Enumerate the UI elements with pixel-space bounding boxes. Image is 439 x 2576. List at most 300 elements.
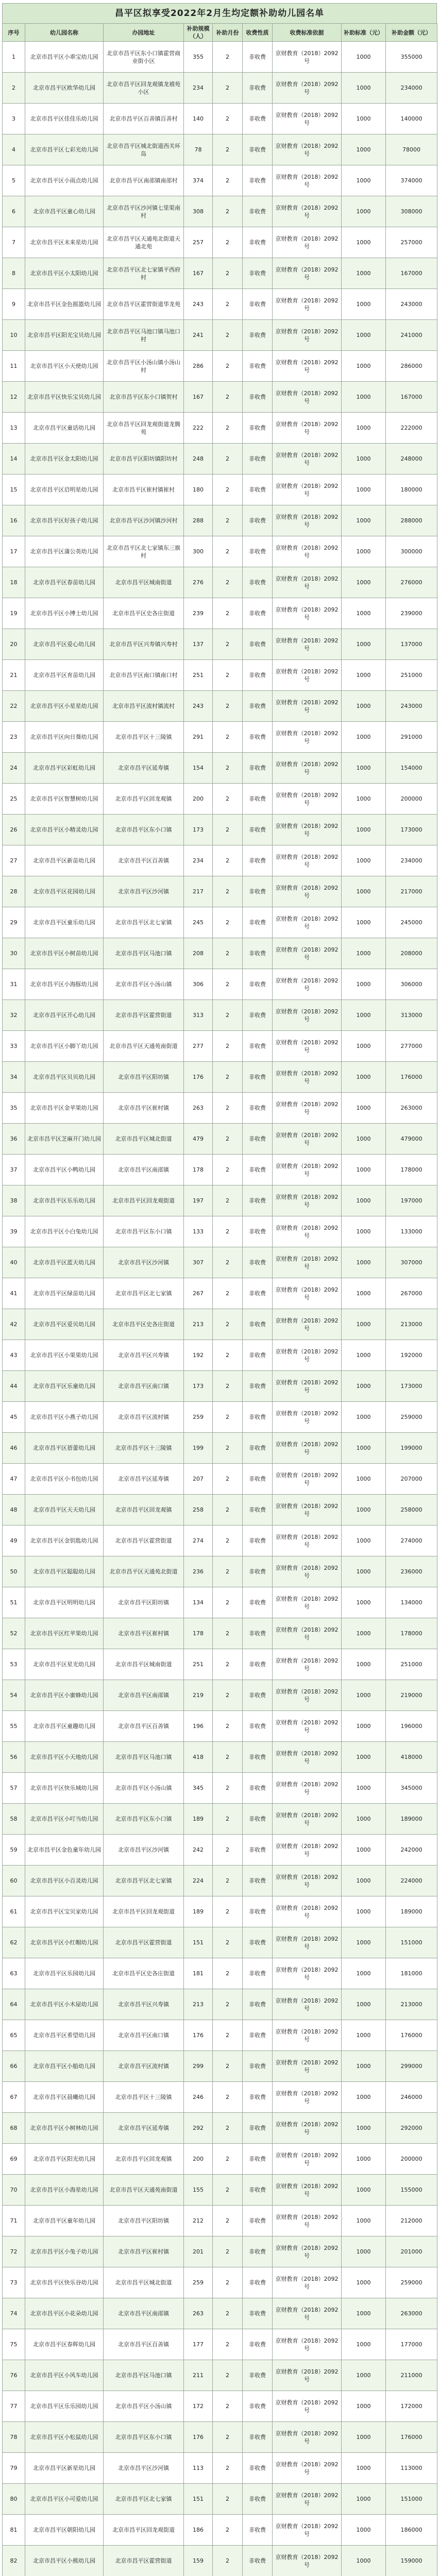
cell-address: 北京市昌平区北七家镇 [104,1866,184,1896]
cell-index: 48 [3,1495,25,1526]
cell-address: 北京市昌平区东小口镇 [104,1216,184,1247]
cell-months: 2 [213,691,243,722]
cell-scale: 224 [184,1866,213,1896]
cell-amount: 286000 [386,351,437,382]
cell-months: 2 [213,598,243,629]
table-row [3,2453,437,2484]
table-row [3,320,437,351]
cell-months: 2 [213,227,243,258]
cell-standard: 1000 [342,1711,386,1742]
cell-index: 32 [3,1000,25,1031]
cell-index: 82 [3,2546,25,2576]
cell-amount: 167000 [386,382,437,413]
cell-index: 26 [3,815,25,845]
cell-standard-basis: 京财教育（2018）2092号 [273,474,342,505]
table-row [3,1402,437,1433]
cell-standard-basis: 京财教育（2018）2092号 [273,1309,342,1340]
cell-amount: 299000 [386,2051,437,2082]
cell-scale: 189 [184,1896,213,1927]
cell-standard: 1000 [342,598,386,629]
cell-name: 北京市昌平区小天地幼儿园 [25,1742,104,1773]
cell-scale: 192 [184,1340,213,1371]
cell-scale: 239 [184,598,213,629]
cell-standard-basis: 京财教育（2018）2092号 [273,42,342,73]
cell-index: 36 [3,1124,25,1155]
cell-address: 北京市昌平区东小口镇 [104,1804,184,1835]
cell-fee-type: 非收费 [243,1927,273,1958]
cell-scale: 246 [184,2082,213,2113]
cell-name: 北京市昌平区春晖幼儿园 [25,2329,104,2360]
cell-scale: 176 [184,2422,213,2453]
cell-name: 北京市昌平区乐乐幼儿园 [25,1185,104,1216]
cell-index: 78 [3,2422,25,2453]
cell-amount: 177000 [386,2329,437,2360]
cell-months: 2 [213,1556,243,1587]
cell-fee-type: 非收费 [243,1587,273,1618]
cell-standard-basis: 京财教育（2018）2092号 [273,1680,342,1711]
cell-address: 北京市昌平区沙河镇 [104,876,184,907]
cell-amount: 306000 [386,969,437,1000]
cell-index: 81 [3,2515,25,2546]
cell-months: 2 [213,567,243,598]
cell-standard: 1000 [342,1402,386,1433]
cell-scale: 177 [184,2329,213,2360]
cell-index: 23 [3,722,25,753]
cell-months: 2 [213,1680,243,1711]
cell-standard-basis: 京财教育（2018）2092号 [273,691,342,722]
cell-standard: 1000 [342,2175,386,2206]
cell-index: 50 [3,1556,25,1587]
cell-scale: 151 [184,2484,213,2515]
cell-scale: 306 [184,969,213,1000]
cell-standard: 1000 [342,2515,386,2546]
cell-fee-type: 非收费 [243,444,273,474]
cell-index: 21 [3,660,25,691]
cell-months: 2 [213,660,243,691]
cell-scale: 277 [184,1031,213,1062]
table-row [3,2082,437,2113]
cell-name: 北京市昌平区小海豚幼儿园 [25,969,104,1000]
cell-fee-type: 非收费 [243,2422,273,2453]
cell-index: 63 [3,1958,25,1989]
cell-address: 北京市昌平区南口镇南口村 [104,660,184,691]
cell-standard: 1000 [342,1062,386,1093]
table-row [3,2236,437,2267]
cell-name: 北京市昌平区小星星幼儿园 [25,691,104,722]
cell-standard-basis: 京财教育（2018）2092号 [273,907,342,938]
cell-months: 2 [213,2422,243,2453]
cell-index: 62 [3,1927,25,1958]
cell-months: 2 [213,1093,243,1124]
cell-scale: 213 [184,1309,213,1340]
cell-months: 2 [213,1495,243,1526]
cell-scale: 241 [184,320,213,351]
cell-amount: 181000 [386,1958,437,1989]
cell-address: 北京市昌平区霍营街道 [104,1927,184,1958]
cell-name: 北京市昌平区快乐谷幼儿园 [25,2267,104,2298]
cell-fee-type: 非收费 [243,1773,273,1804]
cell-index: 77 [3,2391,25,2422]
cell-address: 北京市昌平区北七家镇东三旗村 [104,536,184,567]
cell-name: 北京市昌平区小红帽幼儿园 [25,1927,104,1958]
cell-amount: 241000 [386,320,437,351]
cell-address: 北京市昌平区阳坊镇 [104,2206,184,2236]
cell-standard-basis: 京财教育（2018）2092号 [273,258,342,289]
cell-months: 2 [213,1649,243,1680]
table-body [3,42,437,2576]
cell-months: 2 [213,1587,243,1618]
cell-standard: 1000 [342,2113,386,2144]
cell-address: 北京市昌平区小汤山镇小汤山村 [104,351,184,382]
table-row [3,2546,437,2576]
cell-fee-type: 非收费 [243,2546,273,2576]
cell-months: 2 [213,320,243,351]
cell-fee-type: 非收费 [243,1340,273,1371]
cell-standard: 1000 [342,42,386,73]
cell-index: 14 [3,444,25,474]
cell-standard-basis: 京财教育（2018）2092号 [273,660,342,691]
cell-scale: 173 [184,815,213,845]
header-fee-type: 收费性质 [243,24,273,42]
cell-standard-basis: 京财教育（2018）2092号 [273,1587,342,1618]
cell-standard: 1000 [342,196,386,227]
cell-standard: 1000 [342,907,386,938]
cell-months: 2 [213,2267,243,2298]
cell-standard: 1000 [342,1371,386,1402]
cell-standard-basis: 京财教育（2018）2092号 [273,1216,342,1247]
header-index: 序号 [3,24,25,42]
table-row [3,1278,437,1309]
table-row [3,2020,437,2051]
cell-name: 北京市昌平区小叮当幼儿园 [25,1804,104,1835]
cell-index: 5 [3,165,25,196]
cell-address: 北京市昌平区城南街道 [104,1649,184,1680]
cell-standard: 1000 [342,413,386,444]
cell-index: 53 [3,1649,25,1680]
cell-standard: 1000 [342,660,386,691]
cell-scale: 197 [184,1185,213,1216]
cell-standard: 1000 [342,1495,386,1526]
table-row [3,1989,437,2020]
cell-fee-type: 非收费 [243,196,273,227]
cell-months: 2 [213,42,243,73]
cell-address: 北京市昌平区小汤山镇 [104,1773,184,1804]
cell-scale: 211 [184,2360,213,2391]
header-scale: 补助规模（人） [184,24,213,42]
cell-index: 68 [3,2113,25,2144]
cell-amount: 234000 [386,845,437,876]
table-row [3,876,437,907]
cell-amount: 248000 [386,444,437,474]
cell-address: 北京市昌平区百善镇百善村 [104,104,184,134]
cell-index: 42 [3,1309,25,1340]
table-row [3,1556,437,1587]
table-row [3,1587,437,1618]
cell-amount: 259000 [386,1402,437,1433]
cell-address: 北京市昌平区十三陵镇 [104,2082,184,2113]
cell-index: 7 [3,227,25,258]
cell-address: 北京市昌平区延寿镇 [104,1464,184,1495]
table-row [3,2144,437,2175]
cell-fee-type: 非收费 [243,165,273,196]
cell-fee-type: 非收费 [243,1247,273,1278]
cell-amount: 277000 [386,1031,437,1062]
cell-address: 北京市昌平区南邵镇南邵村 [104,165,184,196]
cell-index: 40 [3,1247,25,1278]
cell-fee-type: 非收费 [243,2267,273,2298]
cell-months: 2 [213,2360,243,2391]
cell-months: 2 [213,1958,243,1989]
cell-name: 北京市昌平区开心幼儿园 [25,1000,104,1031]
cell-amount: 222000 [386,413,437,444]
cell-fee-type: 非收费 [243,258,273,289]
cell-name: 北京市昌平区红苹果幼儿园 [25,1618,104,1649]
cell-fee-type: 非收费 [243,1989,273,2020]
cell-months: 2 [213,104,243,134]
cell-name: 北京市昌平区快乐城幼儿园 [25,1773,104,1804]
cell-fee-type: 非收费 [243,1464,273,1495]
cell-amount: 176000 [386,2422,437,2453]
cell-index: 20 [3,629,25,660]
cell-standard: 1000 [342,1742,386,1773]
cell-months: 2 [213,1433,243,1464]
cell-months: 2 [213,196,243,227]
cell-index: 46 [3,1433,25,1464]
cell-standard-basis: 京财教育（2018）2092号 [273,1556,342,1587]
cell-name: 北京市昌平区小脚丫幼儿园 [25,1031,104,1062]
cell-scale: 251 [184,1649,213,1680]
cell-fee-type: 非收费 [243,2051,273,2082]
table-row [3,784,437,815]
cell-fee-type: 非收费 [243,876,273,907]
cell-amount: 113000 [386,2453,437,2484]
cell-amount: 374000 [386,165,437,196]
cell-fee-type: 非收费 [243,320,273,351]
header-address: 办园地址 [104,24,184,42]
cell-index: 76 [3,2360,25,2391]
cell-address: 北京市昌平区兴寿镇兴寿村 [104,629,184,660]
table-row [3,351,437,382]
cell-scale: 300 [184,536,213,567]
cell-name: 北京市昌平区童趣幼儿园 [25,1711,104,1742]
table-row [3,691,437,722]
cell-standard-basis: 京财教育（2018）2092号 [273,598,342,629]
cell-address: 北京市昌平区崔村镇 [104,2236,184,2267]
cell-index: 60 [3,1866,25,1896]
cell-name: 北京市昌平区童话幼儿园 [25,413,104,444]
cell-name: 北京市昌平区金色童年幼儿园 [25,1835,104,1866]
cell-standard: 1000 [342,753,386,784]
table-row [3,104,437,134]
cell-address: 北京市昌平区回龙观镇 [104,784,184,815]
cell-standard: 1000 [342,815,386,845]
cell-amount: 242000 [386,1835,437,1866]
cell-address: 北京市昌平区小汤山镇 [104,2391,184,2422]
table-header [3,24,437,42]
cell-name: 北京市昌平区芝麻开门幼儿园 [25,1124,104,1155]
cell-name: 北京市昌平区七彩光幼儿园 [25,134,104,165]
cell-months: 2 [213,1402,243,1433]
cell-standard-basis: 京财教育（2018）2092号 [273,505,342,536]
table-row [3,1000,437,1031]
cell-standard: 1000 [342,2360,386,2391]
cell-standard-basis: 京财教育（2018）2092号 [273,2360,342,2391]
cell-fee-type: 非收费 [243,413,273,444]
cell-months: 2 [213,2082,243,2113]
cell-standard-basis: 京财教育（2018）2092号 [273,629,342,660]
cell-name: 北京市昌平区明明幼儿园 [25,1587,104,1618]
cell-standard-basis: 京财教育（2018）2092号 [273,2175,342,2206]
cell-index: 74 [3,2298,25,2329]
cell-amount: 213000 [386,1989,437,2020]
cell-index: 69 [3,2144,25,2175]
cell-index: 38 [3,1185,25,1216]
table-row [3,1958,437,1989]
table-row [3,165,437,196]
cell-amount: 291000 [386,722,437,753]
cell-standard-basis: 京财教育（2018）2092号 [273,1711,342,1742]
cell-scale: 186 [184,2515,213,2546]
cell-address: 北京市昌平区东小口镇 [104,2422,184,2453]
cell-standard: 1000 [342,2236,386,2267]
cell-address: 北京市昌平区马池口镇 [104,1742,184,1773]
cell-address: 北京市昌平区天通苑南街道 [104,1031,184,1062]
cell-index: 17 [3,536,25,567]
cell-standard: 1000 [342,1309,386,1340]
cell-standard-basis: 京财教育（2018）2092号 [273,1062,342,1093]
cell-standard-basis: 京财教育（2018）2092号 [273,784,342,815]
cell-months: 2 [213,165,243,196]
cell-amount: 234000 [386,73,437,104]
cell-standard: 1000 [342,691,386,722]
cell-fee-type: 非收费 [243,1309,273,1340]
cell-name: 北京市昌平区聪聪幼儿园 [25,1556,104,1587]
cell-standard: 1000 [342,536,386,567]
cell-index: 24 [3,753,25,784]
cell-standard-basis: 京财教育（2018）2092号 [273,2515,342,2546]
cell-standard-basis: 京财教育（2018）2092号 [273,2051,342,2082]
cell-months: 2 [213,2051,243,2082]
cell-amount: 300000 [386,536,437,567]
cell-address: 北京市昌平区阳坊镇 [104,1587,184,1618]
cell-scale: 276 [184,567,213,598]
cell-standard-basis: 京财教育（2018）2092号 [273,1371,342,1402]
cell-amount: 307000 [386,1247,437,1278]
cell-index: 3 [3,104,25,134]
cell-address: 北京市昌平区南口镇 [104,2020,184,2051]
cell-standard-basis: 京财教育（2018）2092号 [273,1000,342,1031]
cell-name: 北京市昌平区小太阳幼儿园 [25,258,104,289]
cell-amount: 178000 [386,1618,437,1649]
header-name: 幼儿园名称 [25,24,104,42]
cell-scale: 222 [184,413,213,444]
cell-months: 2 [213,73,243,104]
cell-standard-basis: 京财教育（2018）2092号 [273,165,342,196]
table-row [3,505,437,536]
cell-standard-basis: 京财教育（2018）2092号 [273,1464,342,1495]
table-row [3,1526,437,1556]
cell-standard: 1000 [342,722,386,753]
cell-fee-type: 非收费 [243,1155,273,1185]
cell-standard: 1000 [342,1896,386,1927]
cell-scale: 172 [184,2391,213,2422]
cell-months: 2 [213,1340,243,1371]
cell-scale: 140 [184,104,213,134]
cell-index: 64 [3,1989,25,2020]
table-row [3,42,437,73]
cell-months: 2 [213,1185,243,1216]
table-row [3,536,437,567]
cell-amount: 274000 [386,1526,437,1556]
cell-scale: 137 [184,629,213,660]
cell-amount: 140000 [386,104,437,134]
cell-index: 75 [3,2329,25,2360]
cell-address: 北京市昌平区城南街道 [104,567,184,598]
cell-months: 2 [213,845,243,876]
cell-standard-basis: 京财教育（2018）2092号 [273,2113,342,2144]
cell-index: 13 [3,413,25,444]
cell-standard: 1000 [342,1124,386,1155]
cell-address: 北京市昌平区百善镇 [104,1711,184,1742]
cell-fee-type: 非收费 [243,1835,273,1866]
cell-standard: 1000 [342,505,386,536]
cell-months: 2 [213,2484,243,2515]
cell-index: 8 [3,258,25,289]
cell-months: 2 [213,876,243,907]
cell-standard: 1000 [342,1000,386,1031]
cell-amount: 313000 [386,1000,437,1031]
cell-address: 北京市昌平区天通苑北街道天通北苑 [104,227,184,258]
cell-standard-basis: 京财教育（2018）2092号 [273,1618,342,1649]
cell-name: 北京市昌平区贝贝幼儿园 [25,1062,104,1093]
cell-standard-basis: 京财教育（2018）2092号 [273,1031,342,1062]
cell-index: 34 [3,1062,25,1093]
cell-amount: 176000 [386,1062,437,1093]
cell-address: 北京市昌平区流村镇 [104,2051,184,2082]
cell-fee-type: 非收费 [243,1185,273,1216]
cell-scale: 178 [184,1618,213,1649]
table-row [3,1155,437,1185]
cell-index: 31 [3,969,25,1000]
cell-standard: 1000 [342,1680,386,1711]
cell-months: 2 [213,413,243,444]
cell-name: 北京市昌平区向日葵幼儿园 [25,722,104,753]
cell-scale: 200 [184,784,213,815]
cell-standard-basis: 京财教育（2018）2092号 [273,722,342,753]
cell-standard-basis: 京财教育（2018）2092号 [273,1124,342,1155]
table-row [3,1185,437,1216]
cell-index: 58 [3,1804,25,1835]
table-row [3,1835,437,1866]
cell-address: 北京市昌平区百善镇 [104,2329,184,2360]
cell-months: 2 [213,258,243,289]
cell-standard: 1000 [342,289,386,320]
cell-index: 2 [3,73,25,104]
cell-standard: 1000 [342,2329,386,2360]
cell-amount: 246000 [386,2082,437,2113]
cell-amount: 196000 [386,1711,437,1742]
cell-fee-type: 非收费 [243,351,273,382]
cell-standard: 1000 [342,2206,386,2236]
cell-standard-basis: 京财教育（2018）2092号 [273,1093,342,1124]
cell-amount: 479000 [386,1124,437,1155]
cell-standard-basis: 京财教育（2018）2092号 [273,2329,342,2360]
cell-index: 54 [3,1680,25,1711]
cell-months: 2 [213,1371,243,1402]
cell-scale: 167 [184,382,213,413]
cell-standard: 1000 [342,969,386,1000]
cell-standard-basis: 京财教育（2018）2092号 [273,1155,342,1185]
